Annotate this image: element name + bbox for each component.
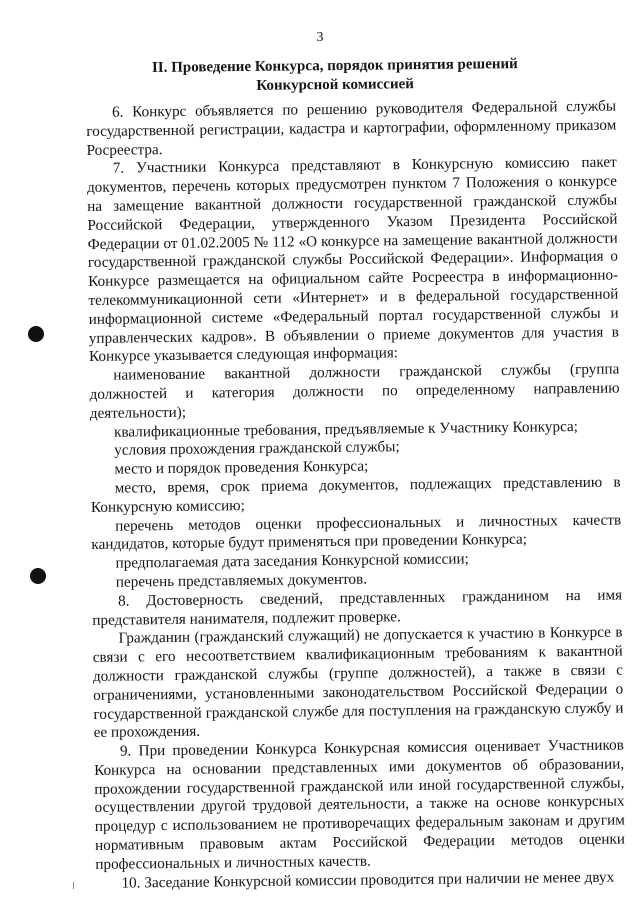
page-number: 3 [316, 30, 324, 45]
punch-hole [28, 326, 44, 342]
list-item: квалификационные требования, предъявляемые к Участнику Конкурса; [113, 417, 579, 441]
paragraph-6: 6. Конкурс объявляется по решению руководителя Федеральной службы государственной регистрации, кадастра и картографии, оформленному приказом Росреестра. [86, 97, 617, 159]
paragraph-9: 9. При проведении Конкурса Конкурсная комиссия оценивает Участников Конкурса на основании представленных ими документов об образовании, прохождении государственной гражданской или иной государственной службы, осуществлении другой трудовой деятельности, а также на основе конкурсных процедур с использованием не противоречащих федеральным законам и другим нормативным правовым актам Российской Федерации методов оценки профессиональных и личностных качеств. [94, 736, 626, 873]
scan-speck [73, 882, 74, 889]
section-heading [100, 55, 570, 98]
list-item: место, время, срок приема документов, подлежащих представлению в Конкурсную комиссию; [90, 473, 621, 516]
list-item: условия прохождения гражданской службы; [114, 438, 400, 460]
paragraph-8-continued: Гражданин (гражданский служащий) не допускается к участию в Конкурсе в связи с его несоответствием квалификационным требованиям к вакантной должности гражданской службы (группе должностей), а также в связи с ограничениями, установленными законодательством Российской Федерации о государственной гражданской службе для поступления на гражданскую службу и ее прохождения. [92, 623, 624, 742]
list-item: место и порядок проведения Конкурса; [114, 457, 369, 478]
list-item: перечень представляемых документов. [115, 570, 368, 591]
section-heading-line-1: II. Проведение Конкурса, порядок принятия решений [151, 56, 518, 76]
paragraph-10: 10. Заседание Конкурсной комиссии проводится при наличии не менее двух [121, 868, 615, 892]
list-item: наименование вакантной должности гражданской службы (группа должностей и категория должности по определенному направлению деятельности); [89, 360, 620, 422]
list-item: перечень методов оценки профессиональных и личностных качеств кандидатов, которые будут применяться при проведении Конкурса; [91, 511, 622, 554]
document-body [86, 98, 626, 894]
paragraph-7: 7. Участники Конкурса представляют в Конкурсную комиссию пакет документов, перечень которых предусмотрен пунктом 7 Положения о конкурсе на замещение вакантной должности государственной гражданской службы Российской Федерации, утвержденного Указом Президента Российской Федерации от 01.02.2005 № 112 «О конкурсе на замещение вакантной должности государственной гражданской службы Российской Федерации». Информация о Конкурсе размещается на официальном сайте Росреестра в информационно-телекоммуникационной сети «Интернет» и в федеральной государственной информационной системе «Федеральный портал государственной службы и управленческих кадров». В объявлении о приеме документов для участия в Конкурсе указывается следующая информация: [86, 153, 619, 366]
punch-hole [30, 568, 46, 584]
list-item: предполагаемая дата заседания Конкурсной комиссии; [115, 550, 469, 572]
paragraph-8: 8. Достоверность сведений, представленных гражданином на имя представителя нанимателя, подлежит проверке. [92, 586, 623, 629]
section-heading-line-2: Конкурсной комиссией [256, 76, 414, 94]
